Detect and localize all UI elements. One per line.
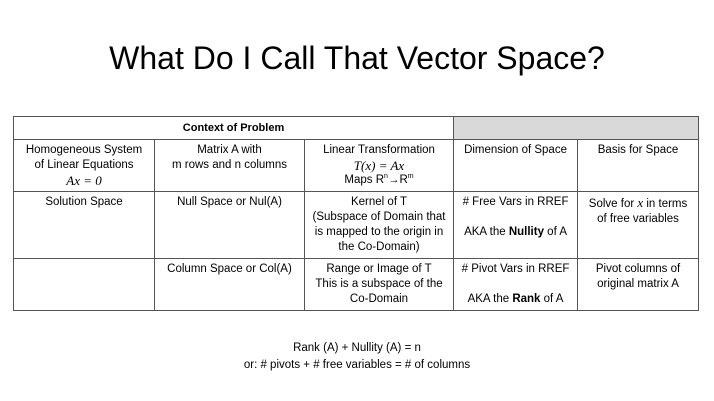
rank-term: Rank bbox=[512, 293, 541, 305]
null-space-row bbox=[14, 192, 699, 259]
col-dimension bbox=[454, 259, 578, 311]
null-basis-line2: of free variables bbox=[597, 213, 679, 225]
rank-aka: AKA the bbox=[467, 293, 510, 305]
col-basis bbox=[578, 259, 699, 311]
spacer bbox=[457, 210, 574, 225]
rank-nullity-theorem: Rank (A) + Nullity (A) = n bbox=[293, 342, 421, 354]
context-row bbox=[14, 117, 699, 140]
nullity-suffix: of A bbox=[547, 226, 567, 238]
transformation-equation: T(x) = Ax bbox=[353, 158, 405, 173]
null-basis-line1 bbox=[581, 195, 695, 212]
null-linear-line2: (Subspace of Domain that bbox=[312, 211, 446, 223]
basis-solve-suffix: in terms bbox=[646, 198, 688, 210]
header-dimension: Dimension of Space bbox=[454, 140, 578, 192]
col-dimension-line1: # Pivot Vars in RREF bbox=[461, 263, 570, 275]
nullity-term: Nullity bbox=[508, 226, 544, 238]
col-basis-line2: original matrix A bbox=[597, 278, 679, 290]
null-dimension bbox=[454, 192, 578, 259]
header-matrix bbox=[155, 140, 305, 192]
col-basis-line1: Pivot columns of bbox=[595, 263, 681, 275]
maps-line bbox=[308, 173, 450, 188]
col-homogeneous bbox=[14, 259, 155, 311]
header-homogeneous-line1: Homogeneous System bbox=[25, 144, 143, 156]
header-matrix-line2: m rows and n columns bbox=[171, 159, 288, 171]
basis-variable: x bbox=[637, 195, 644, 210]
null-linear-line4: the Co-Domain) bbox=[338, 241, 420, 253]
col-linear-line3: Co-Domain bbox=[349, 293, 409, 305]
null-homogeneous: Solution Space bbox=[14, 192, 155, 259]
spacer bbox=[457, 277, 574, 292]
header-matrix-line1: Matrix A with bbox=[197, 144, 262, 156]
maps-prefix: Maps R bbox=[344, 174, 385, 186]
basis-solve-prefix: Solve for bbox=[588, 198, 635, 210]
header-linear bbox=[305, 140, 454, 192]
column-space-row bbox=[14, 259, 699, 311]
nullity-line bbox=[457, 225, 574, 240]
homogeneous-equation: Ax = 0 bbox=[66, 173, 102, 188]
context-header: Context of Problem bbox=[14, 117, 454, 140]
null-matrix: Null Space or Nul(A) bbox=[155, 192, 305, 259]
maps-codomain-exp: m bbox=[407, 173, 414, 181]
null-dimension-line1: # Free Vars in RREF bbox=[462, 196, 569, 208]
maps-domain-exp: n bbox=[384, 173, 388, 181]
rank-nullity-explanation: or: # pivots + # free variables = # of columns bbox=[243, 359, 471, 371]
header-linear-line1: Linear Transformation bbox=[323, 144, 435, 156]
slide-title: What Do I Call That Vector Space? bbox=[109, 40, 605, 76]
col-linear bbox=[305, 259, 454, 311]
null-basis bbox=[578, 192, 699, 259]
null-linear-line3: is mapped to the origin in bbox=[314, 226, 444, 238]
null-linear-line1: Kernel of T bbox=[350, 196, 408, 208]
shaded-cell bbox=[454, 117, 699, 140]
vector-space-table bbox=[13, 116, 699, 311]
null-linear bbox=[305, 192, 454, 259]
header-row bbox=[14, 140, 699, 192]
header-basis: Basis for Space bbox=[578, 140, 699, 192]
col-matrix: Column Space or Col(A) bbox=[155, 259, 305, 311]
nullity-aka: AKA the bbox=[464, 226, 506, 238]
maps-arrow: →R bbox=[387, 174, 408, 186]
header-homogeneous bbox=[14, 140, 155, 192]
header-homogeneous-line2: of Linear Equations bbox=[34, 159, 134, 171]
col-linear-line2: This is a subspace of the bbox=[315, 278, 443, 290]
rank-suffix: of A bbox=[543, 293, 564, 305]
col-linear-line1: Range or Image of T bbox=[326, 263, 432, 275]
rank-line bbox=[457, 292, 574, 307]
